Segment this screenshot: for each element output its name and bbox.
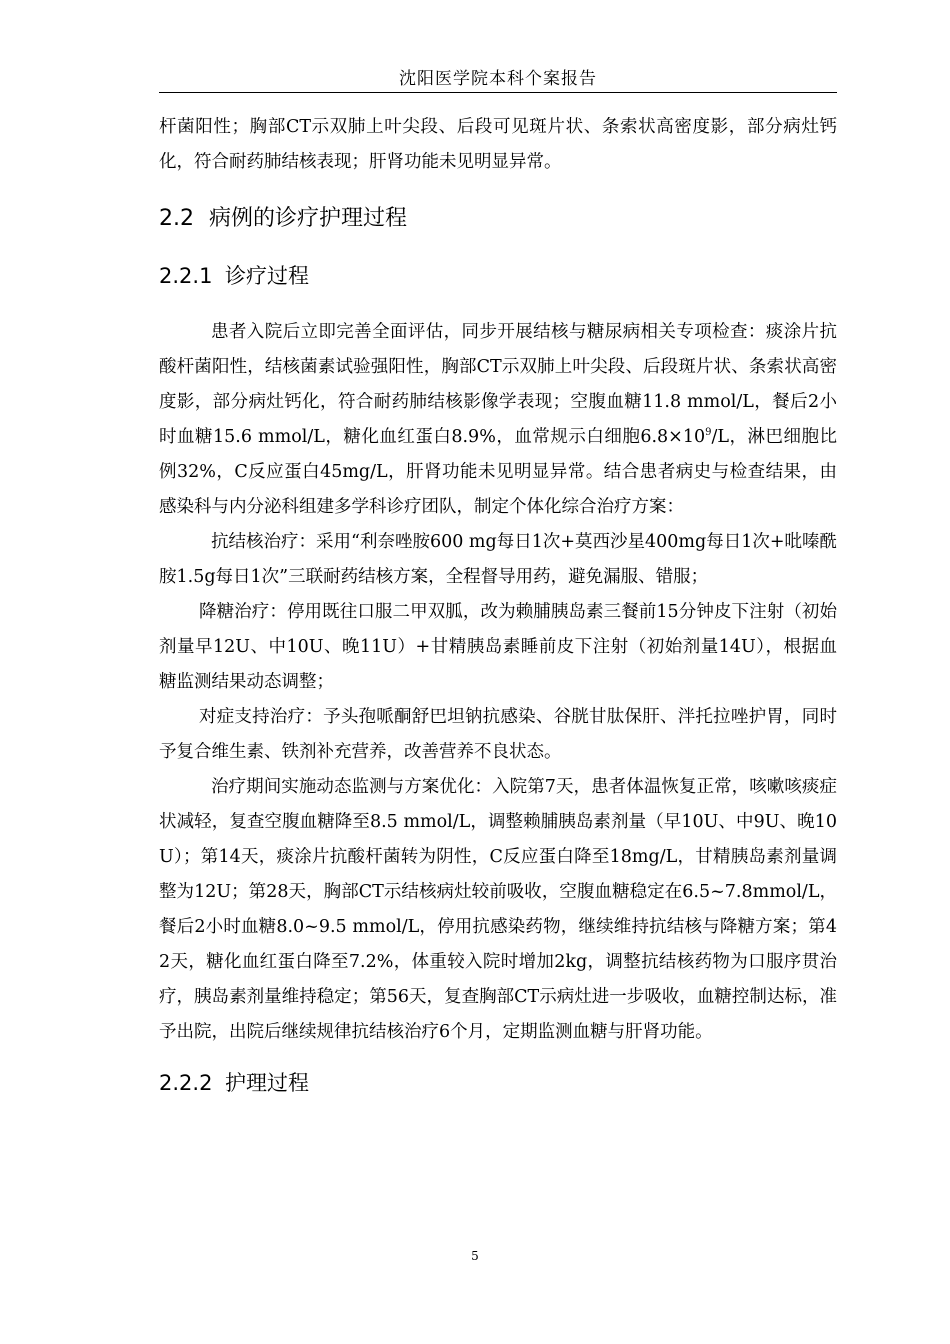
section-title: 诊疗过程 [225,264,309,288]
header-divider [159,92,837,93]
monitoring-paragraph: 治疗期间实施动态监测与方案优化：入院第7天，患者体温恢复正常，咳嗽咳痰症状减轻，复查空腹血糖降至8.5 mmol/L，调整赖脯胰岛素剂量（早10U、中9U、晚10U）；第14天，痰涂片抗酸杆菌转为阴性，C反应蛋白降至18mg/L，甘精胰岛素剂量调整为12U；第28天，胸部CT示结核病灶较前吸收，空腹血糖稳定在6.5~7.8mmol/L，餐后2小时血糖8.0~9.5 mmol/L，停用抗感染药物，继续维持抗结核与降糖方案；第42天，糖化血红蛋白降至7.2%，体重较入院时增加2kg，调整抗结核药物为口服序贯治疗，胰岛素剂量维持稳定；第56天，复查胸部CT示病灶进一步吸收，血糖控制达标，准予出院，出院后继续规律抗结核治疗6个月，定期监测血糖与肝肾功能。 [159,777,837,1042]
section-title: 病例的诊疗护理过程 [209,206,408,231]
glucose-paragraph: 降糖治疗：停用既往口服二甲双胍，改为赖脯胰岛素三餐前15分钟皮下注射（初始剂量早12U、中10U、晚11U）+甘精胰岛素睡前皮下注射（初始剂量14U），根据血糖监测结果动态调整； [159,602,837,692]
section-title: 护理过程 [225,1071,309,1095]
section-number: 2.2.2 [159,1071,213,1095]
section-number: 2.2.1 [159,264,213,288]
anti-tb-paragraph: 抗结核治疗：采用“利奈唑胺600 mg每日1次+莫西沙星400mg每日1次+吡嗪酰胺1.5g每日1次”三联耐药结核方案，全程督导用药，避免漏服、错服； [159,532,837,587]
section-heading-2-2-1 [159,261,837,291]
page-header-title: 沈阳医学院本科个案报告 [399,69,597,89]
page-content [159,110,837,1098]
intro-paragraph: 杆菌阳性；胸部CT示双肺上叶尖段、后段可见斑片状、条索状高密度影，部分病灶钙化，符合耐药肺结核表现；肝肾功能未见明显异常。 [159,117,837,172]
superscript-exponent: 9 [705,427,712,439]
supportive-paragraph: 对症支持治疗：予头孢哌酮舒巴坦钠抗感染、谷胱甘肽保肝、泮托拉唑护胃，同时予复合维生素、铁剂补充营养，改善营养不良状态。 [159,707,837,762]
diagnosis-text-a: 患者入院后立即完善全面评估，同步开展结核与糖尿病相关专项检查：痰涂片抗酸杆菌阳性，结核菌素试验强阳性，胸部CT示双肺上叶尖段、后段斑片状、条索状高密度影，部分病灶钙化，符合耐药肺结核影像学表现；空腹血糖11.8 mmol/L，餐后2小时血糖15.6 mmol/L，糖化血红蛋白8.9%，血常规示白细胞6.8×10 [159,322,837,447]
diagnosis-paragraph [159,315,837,525]
section-heading-2-2-2 [159,1068,837,1098]
section-heading-2-2 [159,204,837,234]
section-number: 2.2 [159,206,194,231]
page-number: 5 [471,1249,479,1263]
diagnosis-text-b: /L，淋巴细胞比例32%，C反应蛋白45mg/L，肝肾功能未见明显异常。结合患者病史与检查结果，由感染科与内分泌科组建多学科诊疗团队，制定个体化综合治疗方案： [159,427,837,517]
